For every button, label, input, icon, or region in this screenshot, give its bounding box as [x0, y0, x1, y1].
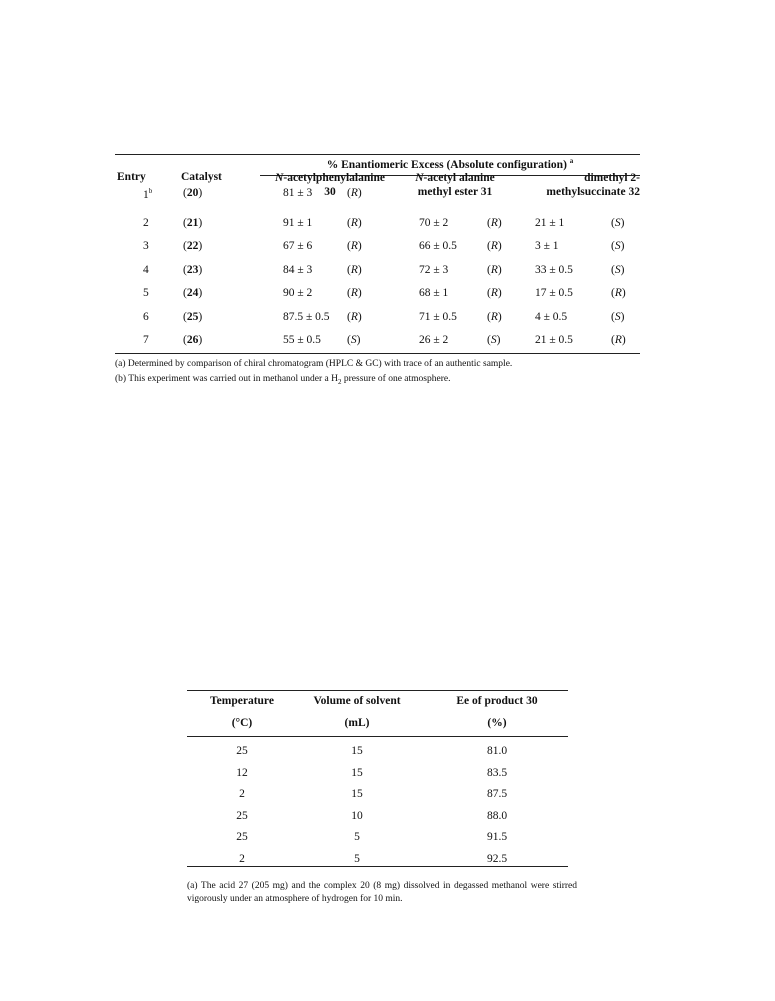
- ee-cell: 88.0: [486, 809, 508, 822]
- config-30: (R): [347, 217, 362, 229]
- config-30: (R): [347, 311, 362, 323]
- ee-value-31: 68 ± 1: [419, 287, 449, 299]
- temperature-cell: 25: [236, 831, 248, 844]
- entry-cell: 6: [143, 311, 149, 323]
- temperature-unit: (°C): [231, 717, 253, 729]
- volume-cell: 5: [354, 831, 360, 844]
- entry-cell: 3: [143, 240, 149, 252]
- ee-value-30: 84 ± 3: [283, 264, 313, 276]
- ee-value-32: 21 ± 1: [535, 217, 565, 229]
- config-32: (S): [611, 264, 625, 276]
- ee-value-31: 70 ± 2: [419, 217, 449, 229]
- ee-value-30: 55 ± 0.5: [283, 334, 321, 346]
- ee-value-32: 4 ± 0.5: [535, 311, 568, 323]
- group-header: % Enantiomeric Excess (Absolute configuration) $^a$: [326, 157, 574, 171]
- volume-cell: 5: [354, 853, 360, 865]
- ee-cell: 91.5: [486, 831, 508, 844]
- temperature-header: Temperature: [210, 695, 274, 707]
- config-30: (R): [347, 240, 362, 252]
- catalyst-cell: (24): [183, 287, 203, 299]
- top-rule: [115, 154, 640, 155]
- ee-cell: 83.5: [486, 766, 508, 779]
- volume-header: Volume of solvent: [313, 695, 401, 707]
- top-rule: [187, 690, 568, 691]
- config-30: (R): [347, 287, 362, 299]
- table2-footnote: (a) The acid 27 (205 mg) and the complex 20 (8 mg) dissolved in degassed methanol were stirred vigorously under an atmosphere of hydrogen for 10 min.: [187, 881, 577, 904]
- config-30: (R): [347, 264, 362, 276]
- ee-value-30: 91 ± 1: [283, 217, 313, 229]
- ee-value-30: 81 ± 3: [283, 187, 313, 199]
- config-32: (R): [611, 334, 626, 346]
- ee-value-30: 87.5 ± 0.5: [283, 311, 330, 323]
- config-30: (R): [347, 187, 362, 199]
- volume-cell: 10: [351, 809, 363, 822]
- temperature-cell: 12: [236, 766, 248, 779]
- config-32: (S): [611, 311, 625, 323]
- ee-cell: 81.0: [486, 745, 508, 757]
- ee-cell: 87.5: [486, 788, 508, 801]
- config-31: (R): [487, 287, 502, 299]
- catalyst-cell: (25): [183, 311, 203, 323]
- config-31: (R): [487, 240, 502, 252]
- ee-value-31: 72 ± 3: [419, 264, 449, 276]
- col1-header: N-acetylphenylalanine 30: [275, 172, 385, 198]
- entry-cell: 1$^b$: [143, 187, 153, 201]
- config-31: (S): [487, 334, 501, 346]
- config-32: (S): [611, 217, 625, 229]
- volume-cell: 15: [351, 766, 363, 779]
- volume-cell: 15: [351, 788, 363, 801]
- temperature-cell: 2: [239, 853, 245, 865]
- temperature-cell: 25: [236, 809, 248, 822]
- entry-cell: 2: [143, 217, 149, 229]
- ee-value-30: 90 ± 2: [283, 287, 313, 299]
- footnote-a: (a) Determined by comparison of chiral chromatogram (HPLC & GC) with trace of an authentic sample.: [115, 359, 513, 369]
- ee-unit: (%): [487, 717, 507, 729]
- volume-cell: 15: [351, 745, 363, 757]
- ee-value-32: 21 ± 0.5: [535, 334, 573, 346]
- ee-value-32: 17 ± 0.5: [535, 287, 573, 299]
- ee-value-30: 67 ± 6: [283, 240, 313, 252]
- config-30: (S): [347, 334, 361, 346]
- entry-cell: 5: [143, 287, 149, 299]
- config-31: (R): [487, 311, 502, 323]
- catalyst-cell: (20): [183, 187, 203, 199]
- bottom-rule: [115, 353, 640, 354]
- col3-header: dimethyl 2- methylsuccinate 32: [546, 172, 640, 198]
- ee-header: Ee of product 30: [456, 695, 538, 707]
- col2-header: N-acetyl alanine methyl ester 31: [415, 172, 495, 198]
- ee-value-31: 66 ± 0.5: [419, 240, 457, 252]
- catalyst-cell: (22): [183, 240, 203, 252]
- header-rule: [187, 736, 568, 737]
- temperature-cell: 25: [236, 745, 248, 757]
- footnote-b: (b) This experiment was carried out in methanol under a $H_2$ pressure of one atmosphere.: [115, 374, 451, 386]
- ee-value-31: 26 ± 2: [419, 334, 449, 346]
- ee-value-32: 33 ± 0.5: [535, 264, 573, 276]
- catalyst-cell: (23): [183, 264, 203, 276]
- catalyst-cell: (26): [183, 334, 203, 346]
- catalyst-header: Catalyst: [181, 171, 222, 183]
- bottom-rule: [187, 866, 568, 867]
- ee-value-31: 71 ± 0.5: [419, 311, 457, 323]
- volume-unit: (mL): [344, 717, 370, 729]
- config-31: (R): [487, 217, 502, 229]
- catalyst-cell: (21): [183, 217, 203, 229]
- config-32: (R): [611, 287, 626, 299]
- entry-cell: 7: [143, 334, 149, 346]
- entry-header: Entry: [117, 171, 146, 183]
- ee-cell: 92.5: [486, 853, 508, 865]
- ee-value-32: 3 ± 1: [535, 240, 559, 252]
- temperature-cell: 2: [239, 788, 245, 801]
- entry-cell: 4: [143, 264, 149, 276]
- config-32: (S): [611, 240, 625, 252]
- config-31: (R): [487, 264, 502, 276]
